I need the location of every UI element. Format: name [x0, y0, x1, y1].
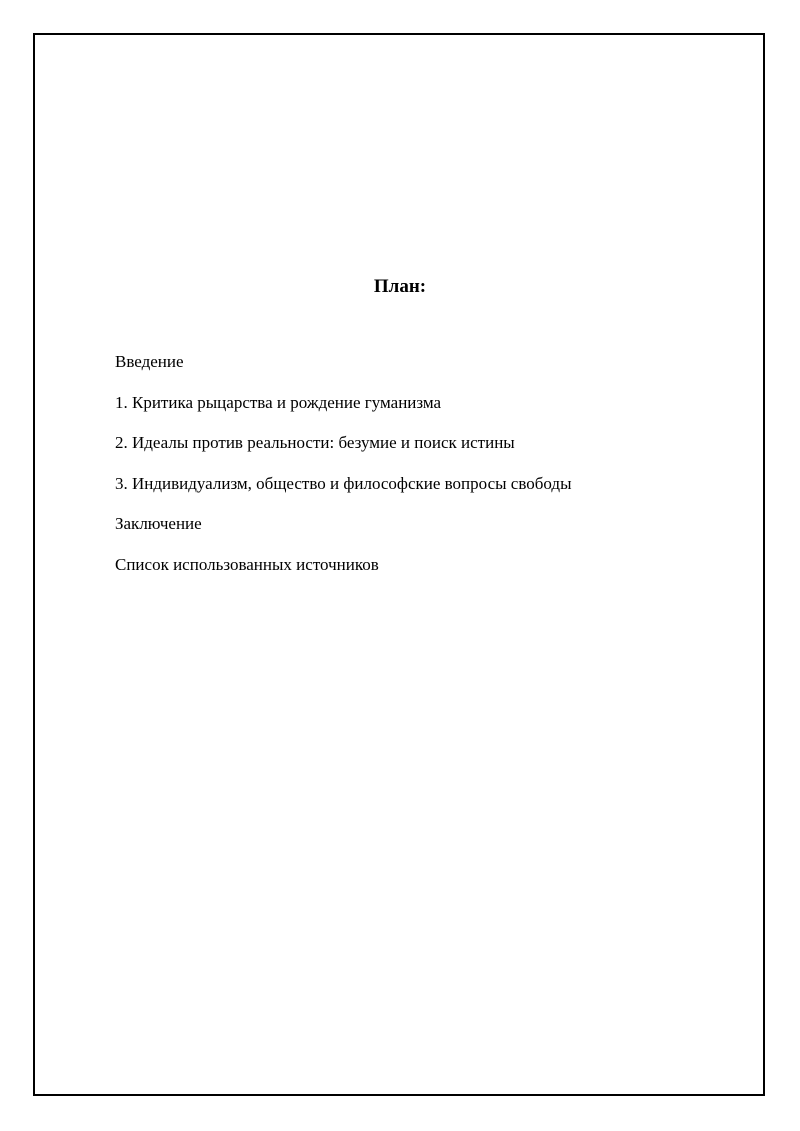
- page-title: План:: [373, 276, 427, 297]
- toc-item-chapter-1: 1. Критика рыцарства и рождение гуманизма: [115, 392, 442, 412]
- toc-item-chapter-3: 3. Индивидуализм, общество и философские вопросы свободы: [115, 473, 572, 493]
- toc-item-references: Список использованных источников: [115, 554, 379, 574]
- toc-item-conclusion: Заключение: [115, 514, 202, 533]
- toc-item-chapter-2: 2. Идеалы против реальности: безумие и поиск истины: [115, 433, 515, 452]
- toc-item-introduction: Введение: [115, 352, 184, 371]
- table-of-contents: [115, 352, 572, 595]
